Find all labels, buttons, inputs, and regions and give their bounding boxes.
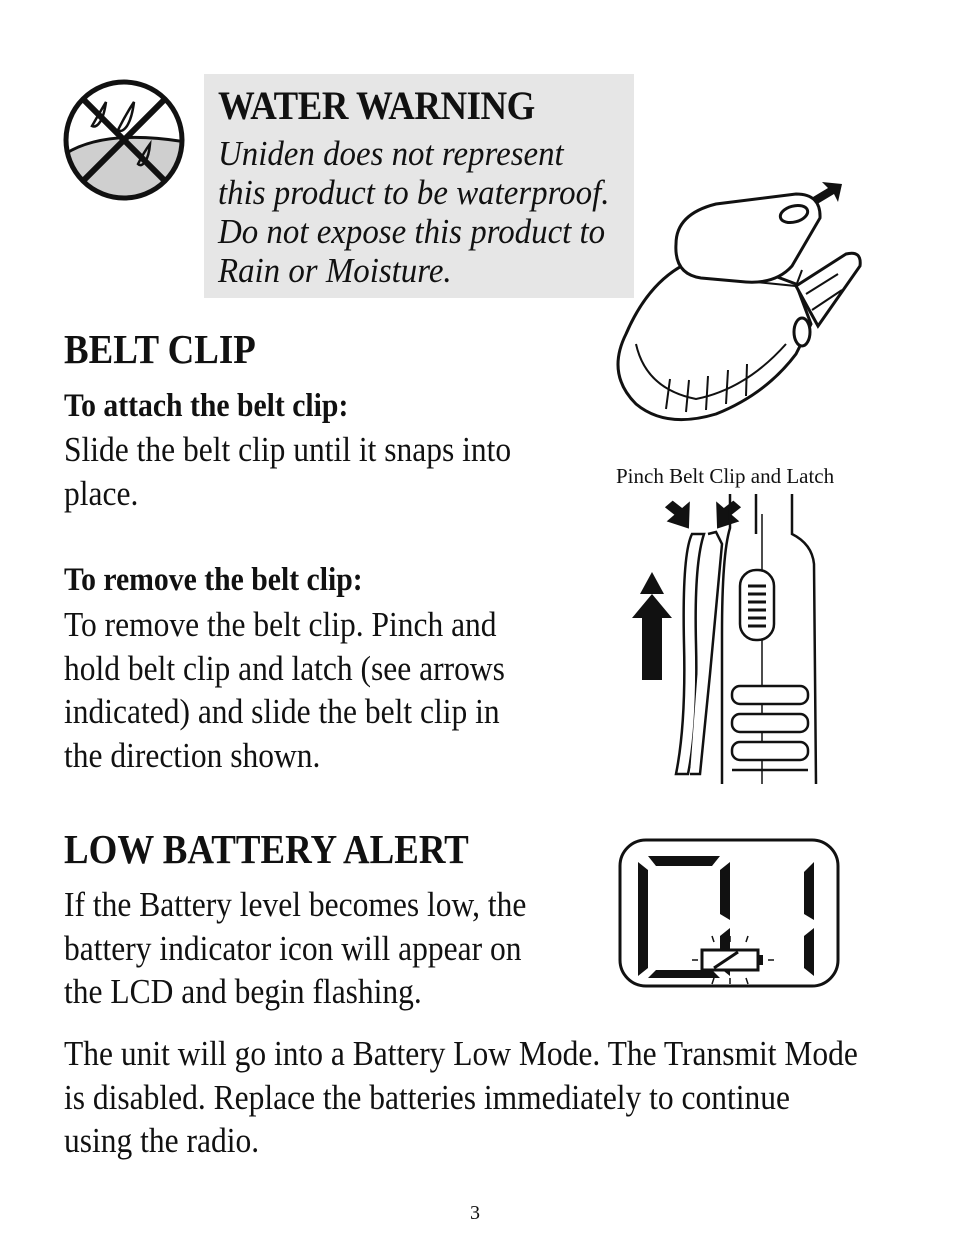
belt-clip-heading: BELT CLIP (64, 326, 256, 372)
water-warning-line: this product to be waterproof. (218, 173, 610, 212)
attach-clip-text: Slide the belt clip until it snaps into place. (64, 430, 512, 513)
no-water-icon (62, 78, 186, 202)
water-warning-line: Rain or Moisture. (218, 251, 452, 290)
water-warning-line: Uniden does not represent (218, 134, 564, 173)
radio-belt-clip-illustration (606, 174, 870, 436)
lcd-display-illustration (618, 838, 840, 988)
pinch-caption: Pinch Belt Clip and Latch (616, 464, 835, 488)
remove-clip-subheading: To remove the belt clip: (64, 562, 363, 598)
water-warning-text (218, 134, 619, 290)
page-number: 3 (470, 1202, 480, 1224)
battery-low-mode-text: The unit will go into a Battery Low Mode. The Transmit Mode is disabled. Replace the batteries immediately to continue using the radio. (64, 1034, 858, 1160)
water-warning-box (204, 74, 634, 298)
radio-side-view-illustration (630, 494, 830, 784)
low-battery-heading: LOW BATTERY ALERT (64, 826, 469, 872)
attach-clip-subheading: To attach the belt clip: (64, 388, 349, 424)
water-warning-line: Do not expose this product to (218, 212, 606, 251)
low-battery-text: If the Battery level becomes low, the battery indicator icon will appear on the LCD and begin flashing. (64, 885, 527, 1011)
remove-clip-text: To remove the belt clip. Pinch and hold belt clip and latch (see arrows indicated) and slide the belt clip in the direction shown. (64, 605, 505, 775)
water-warning-title: WATER WARNING (218, 83, 535, 128)
